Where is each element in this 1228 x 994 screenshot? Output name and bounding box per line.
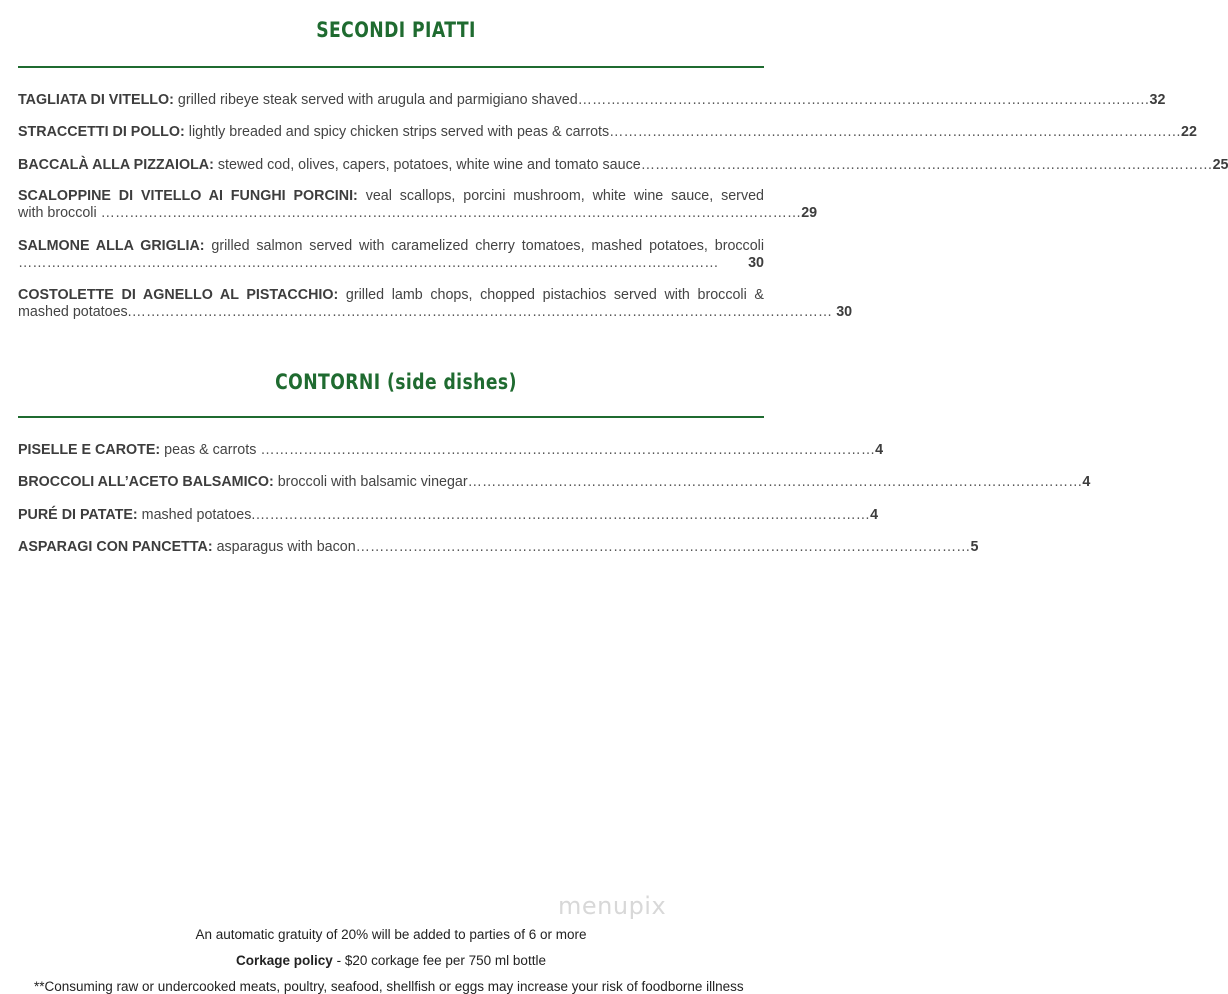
item-desc: stewed cod, olives, capers, potatoes, white wine and tomato sauce bbox=[217, 157, 641, 173]
menu-item bbox=[18, 124, 1197, 141]
leader-dots: ………………………………………………………………………………………………………… bbox=[609, 124, 1182, 140]
item-name: SCALOPPINE DI VITELLO AI FUNGHI PORCINI: bbox=[18, 188, 358, 204]
menu-item bbox=[18, 157, 1228, 174]
item-price: 32 bbox=[1149, 92, 1166, 108]
corkage-text: - $20 corkage fee per 750 ml bottle bbox=[336, 953, 546, 968]
item-desc: lightly breaded and spicy chicken strips served with peas & carrots bbox=[188, 124, 610, 140]
item-desc-cont: with broccoli bbox=[18, 205, 97, 221]
menu-item bbox=[18, 188, 818, 222]
leader-dots: ………………………………………………………………………………………………………………… bbox=[467, 474, 1083, 490]
item-desc: mashed potatoes. bbox=[141, 507, 256, 523]
item-price: 4 bbox=[870, 507, 879, 523]
item-name: TAGLIATA DI VITELLO: bbox=[18, 92, 174, 108]
item-price: 30 bbox=[836, 304, 853, 320]
leader-dots: ………………………………………………………………………………………………………………………………… bbox=[131, 304, 833, 320]
leader-dots: ………………………………………………………………………………………………………… bbox=[577, 92, 1150, 108]
contorni-divider bbox=[18, 416, 764, 418]
item-price: 22 bbox=[1181, 124, 1197, 140]
leader-dots: ………………………………………………………………………………………………………………………………… bbox=[100, 205, 802, 221]
menu-item bbox=[18, 474, 1091, 491]
item-desc: asparagus with bacon bbox=[216, 539, 356, 555]
leader-dots: ………………………………………………………………………………………………………………………………… bbox=[18, 255, 719, 271]
item-desc-cont: mashed potatoes. bbox=[18, 304, 132, 320]
item-price: 4 bbox=[875, 442, 884, 458]
item-price: 4 bbox=[1082, 474, 1091, 490]
corkage-policy bbox=[0, 953, 782, 968]
menupix-watermark: menupix bbox=[558, 892, 667, 920]
item-desc: peas & carrots bbox=[164, 442, 257, 458]
secondi-title: SECONDI PIATTI bbox=[316, 18, 476, 42]
item-desc: grilled ribeye steak served with arugula and parmigiano shaved bbox=[177, 92, 578, 108]
item-price: 25 bbox=[1212, 157, 1228, 173]
item-name: SALMONE ALLA GRIGLIA: bbox=[18, 238, 205, 254]
item-name: COSTOLETTE DI AGNELLO AL PISTACCHIO: bbox=[18, 287, 339, 303]
menu-item bbox=[18, 238, 764, 272]
secondi-divider bbox=[18, 66, 764, 68]
leader-dots: ………………………………………………………………………………………………………………… bbox=[260, 442, 876, 458]
menu-item bbox=[18, 442, 884, 459]
item-desc: broccoli with balsamic vinegar bbox=[277, 474, 468, 490]
item-name: PISELLE E CAROTE: bbox=[18, 442, 161, 458]
item-desc: grilled lamb chops, chopped pistachios served with broccoli & bbox=[345, 287, 764, 303]
menu-item bbox=[18, 539, 979, 556]
menu-item bbox=[18, 507, 879, 524]
gratuity-note: An automatic gratuity of 20% will be added to parties of 6 or more bbox=[195, 927, 587, 942]
item-name: PURÉ DI PATATE: bbox=[18, 507, 138, 523]
item-name: STRACCETTI DI POLLO: bbox=[18, 124, 185, 140]
item-price: 29 bbox=[801, 205, 818, 221]
leader-dots: ………………………………………………………………………………………………………… bbox=[640, 157, 1213, 173]
item-name: BACCALÀ ALLA PIZZAIOLA: bbox=[18, 157, 214, 173]
leader-dots: ………………………………………………………………………………………………………………… bbox=[255, 507, 871, 523]
item-price: 5 bbox=[970, 539, 979, 555]
menu-item bbox=[18, 287, 853, 321]
item-desc: veal scallops, porcini mushroom, white wine sauce, served bbox=[365, 188, 764, 204]
contorni-title: CONTORNI (side dishes) bbox=[275, 370, 517, 394]
menu-item bbox=[18, 92, 1166, 109]
food-safety-warning: **Consuming raw or undercooked meats, poultry, seafood, shellfish or eggs may increase your risk of foodborne illness bbox=[34, 979, 744, 994]
item-name: ASPARAGI CON PANCETTA: bbox=[18, 539, 213, 555]
leader-dots: ………………………………………………………………………………………………………………… bbox=[355, 539, 971, 555]
corkage-label: Corkage policy bbox=[236, 953, 333, 968]
item-name: BROCCOLI ALL’ACETO BALSAMICO: bbox=[18, 474, 274, 490]
item-desc: grilled salmon served with caramelized cherry tomatoes, mashed potatoes, broccoli bbox=[211, 238, 765, 254]
item-price: 30 bbox=[748, 255, 764, 271]
